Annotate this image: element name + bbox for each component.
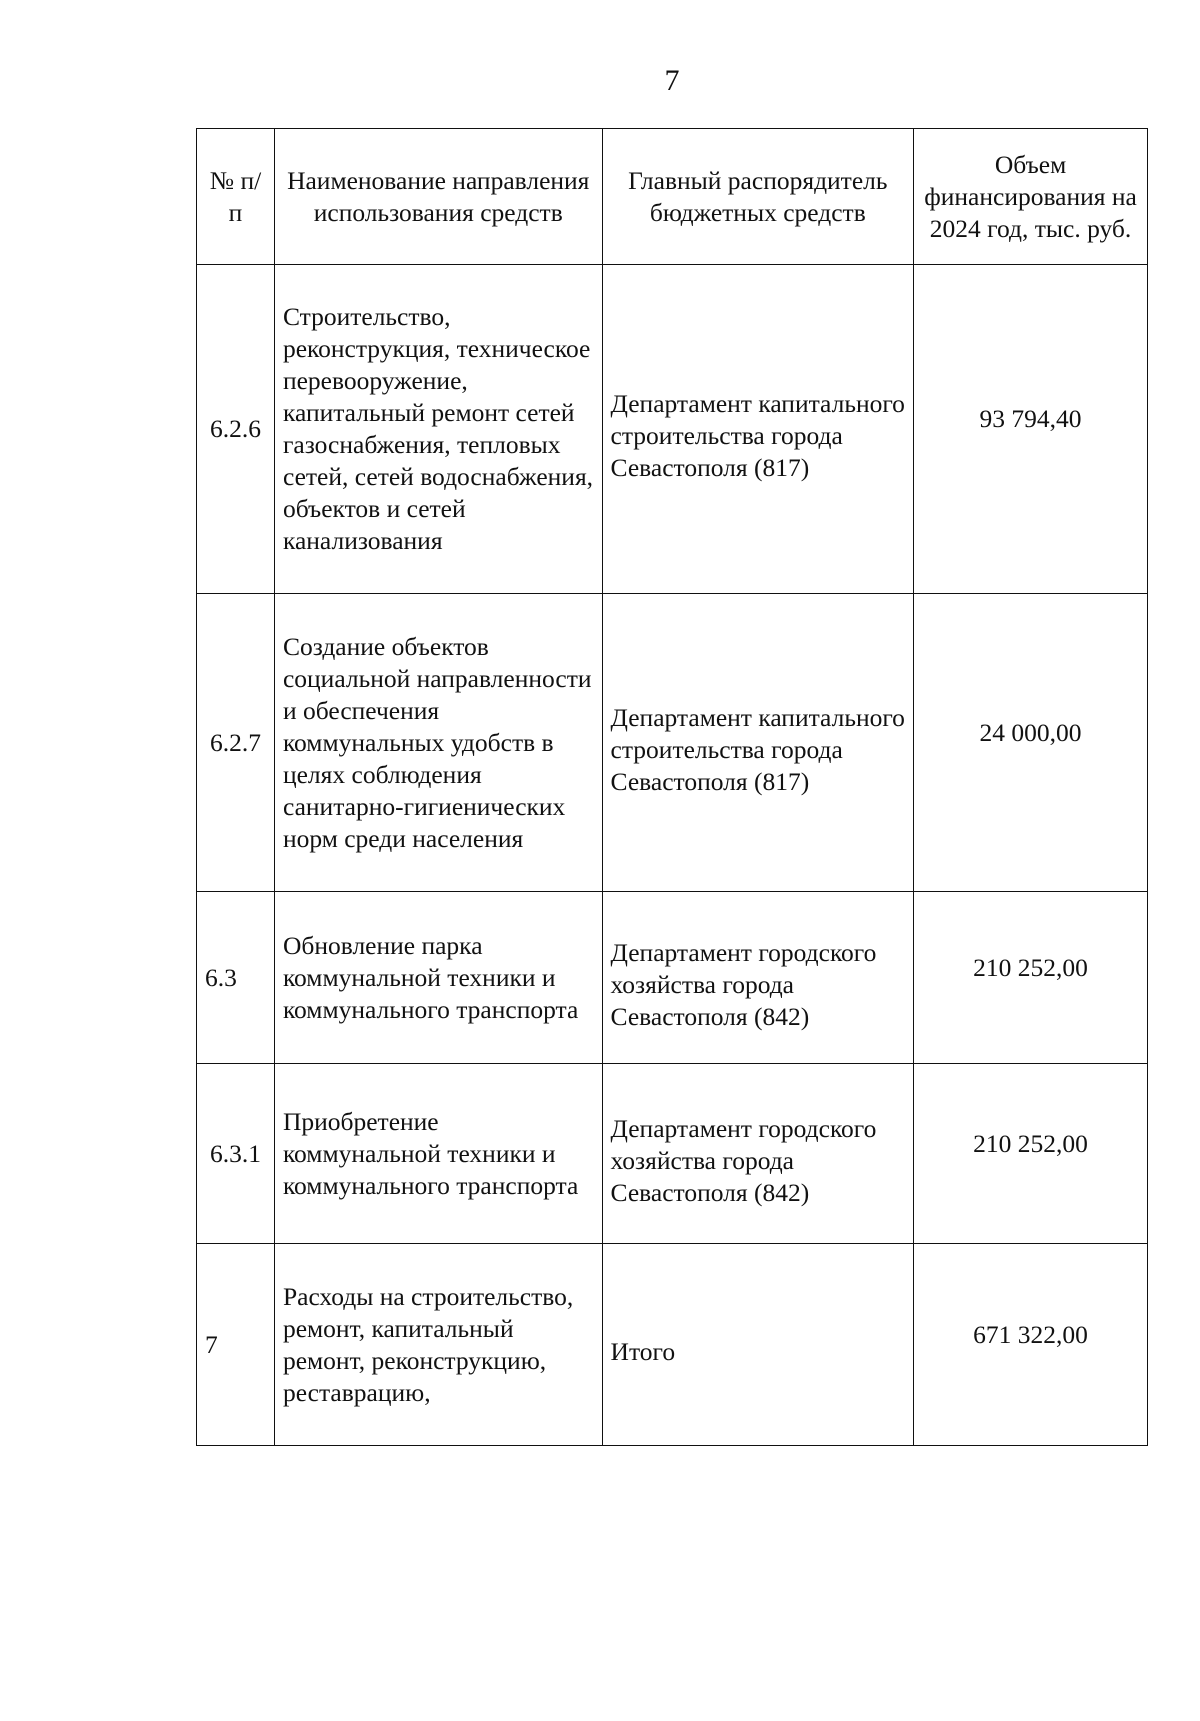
row-num: 7 (197, 1244, 275, 1446)
funding-table (196, 128, 1148, 1446)
row-manager (602, 1064, 914, 1244)
row-amount-text: 671 322,00 (973, 1319, 1088, 1349)
row-amount-text: 24 000,00 (979, 717, 1082, 747)
row-amount (914, 265, 1148, 594)
row-num: 6.2.7 (197, 594, 275, 892)
row-num: 6.3 (197, 892, 275, 1064)
header-num: № п/п (197, 129, 275, 265)
row-manager-text: Итого (610, 1336, 676, 1366)
row-amount-text: 210 252,00 (973, 1128, 1088, 1158)
table-row (197, 1064, 1148, 1244)
table-row (197, 594, 1148, 892)
row-amount-text: 93 794,40 (979, 404, 1082, 433)
row-amount (914, 892, 1148, 1064)
row-name: Строительство, реконструкция, техническое перевооружение, капитальный ремонт сетей газоснабжения, тепловых сетей, сетей водоснабжения, объектов и сетей канализования (274, 265, 602, 594)
row-name: Приобретение коммунальной техники и коммунального транспорта (274, 1064, 602, 1244)
table-row (197, 892, 1148, 1064)
row-num: 6.3.1 (197, 1064, 275, 1244)
header-amount: Объем финансирования на 2024 год, тыс. руб. (914, 129, 1148, 265)
page-number: 7 (664, 64, 680, 97)
row-manager-text: Департамент городского хозяйства города Севастополя (842) (610, 937, 877, 1031)
header-name: Наименование направления использования средств (274, 129, 602, 265)
row-manager-text: Департамент капитального строительства города Севастополя (817) (610, 702, 905, 796)
row-amount-text: 210 252,00 (973, 952, 1088, 982)
row-manager (602, 892, 914, 1064)
row-amount (914, 1064, 1148, 1244)
row-name: Расходы на строительство, ремонт, капитальный ремонт, реконструкцию, реставрацию, (274, 1244, 602, 1446)
row-manager (602, 594, 914, 892)
table-header-row (197, 129, 1148, 265)
row-manager (602, 265, 914, 594)
row-manager-text: Департамент городского хозяйства города Севастополя (842) (610, 1113, 877, 1207)
row-name: Обновление парка коммунальной техники и коммунального транспорта (274, 892, 602, 1064)
row-manager (602, 1244, 914, 1446)
row-amount (914, 1244, 1148, 1446)
row-amount (914, 594, 1148, 892)
header-manager: Главный распорядитель бюджетных средств (602, 129, 914, 265)
row-name: Создание объектов социальной направленности и обеспечения коммунальных удобств в целях соблюдения санитарно-гигиенических норм среди населения (274, 594, 602, 892)
table-row (197, 265, 1148, 594)
row-manager-text: Департамент капитального строительства города Севастополя (817) (610, 389, 905, 482)
table-row (197, 1244, 1148, 1446)
row-num: 6.2.6 (197, 265, 275, 594)
